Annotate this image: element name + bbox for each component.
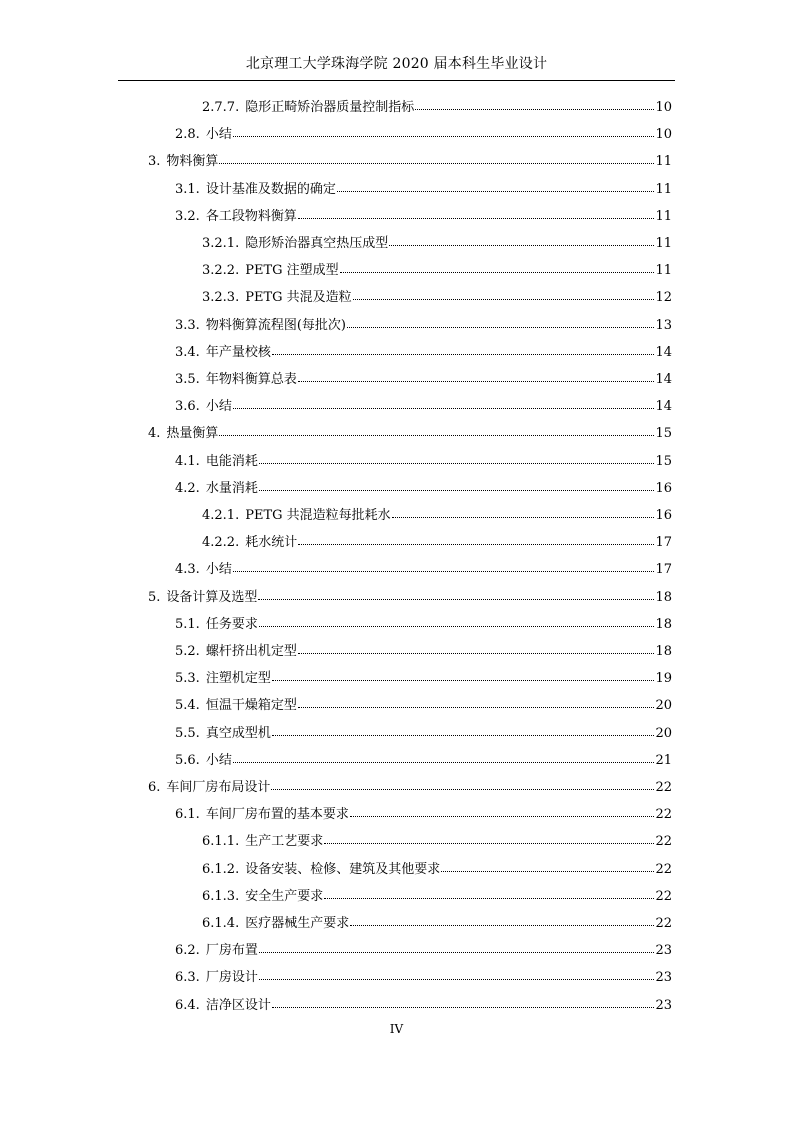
toc-entry-page: 11 xyxy=(655,154,672,170)
toc-entry-number: 5.1. xyxy=(175,616,200,632)
page-number: IV xyxy=(389,1022,404,1036)
toc-entry-number: 3.4. xyxy=(175,344,200,360)
toc-entry[interactable] xyxy=(175,966,672,986)
toc-dot-leader xyxy=(272,721,655,736)
toc-entry[interactable] xyxy=(175,613,672,633)
toc-entry[interactable] xyxy=(175,939,672,959)
toc-entry-title: 年产量校核 xyxy=(205,344,271,360)
toc-entry-title: 任务要求 xyxy=(205,616,258,632)
toc-dot-leader xyxy=(389,231,654,246)
toc-entry-page: 11 xyxy=(655,208,672,224)
toc-dot-leader xyxy=(350,802,655,817)
toc-entry-number: 4.2.2. xyxy=(202,535,240,551)
toc-entry-number: 4.3. xyxy=(175,562,200,578)
toc-dot-leader xyxy=(219,149,654,164)
toc-entry[interactable] xyxy=(175,694,672,714)
toc-entry[interactable] xyxy=(148,776,672,796)
toc-entry-number: 5.2. xyxy=(175,644,200,659)
toc-entry-number: 3.6. xyxy=(175,399,200,415)
toc-entry-page: 22 xyxy=(655,888,672,904)
toc-dot-leader xyxy=(219,421,654,436)
toc-entry-page: 13 xyxy=(655,317,672,333)
toc-entry-title: 生产工艺要求 xyxy=(245,834,324,850)
toc-entry[interactable] xyxy=(202,830,672,850)
toc-dot-leader xyxy=(259,938,655,953)
toc-entry-page: 14 xyxy=(655,372,672,387)
toc-entry[interactable] xyxy=(202,885,672,905)
toc-entry-title: PETG 共混及造粒 xyxy=(245,290,352,306)
toc-dot-leader xyxy=(259,449,655,464)
toc-dot-leader xyxy=(350,911,654,926)
toc-entry-number: 2.7.7. xyxy=(202,100,240,115)
toc-entry-page: 11 xyxy=(655,181,672,197)
toc-entry-page: 10 xyxy=(655,100,672,115)
toc-dot-leader xyxy=(324,829,654,844)
toc-entry-number: 6.1.3. xyxy=(202,888,240,904)
toc-dot-leader xyxy=(259,612,655,627)
toc-entry-number: 4.2. xyxy=(175,480,200,496)
toc-dot-leader xyxy=(353,285,655,300)
toc-entry-number: 5.5. xyxy=(175,725,200,741)
toc-dot-leader xyxy=(271,775,654,790)
toc-entry[interactable] xyxy=(175,123,672,143)
toc-entry[interactable] xyxy=(175,749,672,769)
toc-entry-page: 23 xyxy=(655,970,672,986)
toc-entry-title: 安全生产要求 xyxy=(245,888,324,904)
toc-dot-leader xyxy=(347,313,654,328)
toc-dot-leader xyxy=(298,530,654,545)
toc-entry[interactable] xyxy=(202,232,672,252)
toc-entry-page: 22 xyxy=(655,807,672,823)
toc-entry-page: 22 xyxy=(655,916,672,931)
toc-entry-title: 设备计算及选型 xyxy=(166,589,258,605)
toc-entry-title: 恒温干燥箱定型 xyxy=(205,698,297,714)
toc-entry-number: 6. xyxy=(148,780,161,795)
toc-entry[interactable] xyxy=(202,286,672,306)
toc-entry-number: 4.2.1. xyxy=(202,508,240,523)
toc-entry[interactable] xyxy=(148,422,672,442)
toc-entry-title: 小结 xyxy=(205,562,232,578)
toc-entry-number: 6.2. xyxy=(175,943,200,959)
toc-entry-title: 注塑机定型 xyxy=(205,671,271,687)
toc-entry-number: 4. xyxy=(148,426,161,442)
toc-dot-leader xyxy=(298,204,655,219)
toc-dot-leader xyxy=(259,476,655,491)
toc-entry[interactable] xyxy=(202,259,672,279)
toc-entry-page: 10 xyxy=(655,127,672,143)
toc-entry-number: 5.4. xyxy=(175,698,200,714)
toc-entry-number: 4.1. xyxy=(175,453,200,469)
toc-entry-title: 小结 xyxy=(205,399,232,415)
toc-entry-title: 物料衡算 xyxy=(166,154,219,170)
toc-entry-page: 14 xyxy=(655,399,672,415)
toc-entry-page: 23 xyxy=(655,943,672,959)
toc-entry[interactable] xyxy=(175,640,672,660)
toc-entry[interactable] xyxy=(148,150,672,170)
toc-entry-title: 设备安装、检修、建筑及其他要求 xyxy=(245,861,441,877)
header-rule xyxy=(118,80,675,81)
toc-entry[interactable] xyxy=(175,803,672,823)
toc-entry-title: 物料衡算流程图(每批次) xyxy=(205,317,346,333)
toc-entry-page: 16 xyxy=(655,480,672,496)
toc-entry-number: 5. xyxy=(148,589,161,605)
toc-entry-title: 设计基准及数据的确定 xyxy=(205,181,336,197)
toc-entry[interactable] xyxy=(202,504,672,524)
toc-entry-page: 15 xyxy=(655,426,672,442)
toc-entry-title: PETG 共混造粒每批耗水 xyxy=(245,508,391,523)
toc-entry-page: 18 xyxy=(655,616,672,632)
toc-entry[interactable] xyxy=(175,994,672,1014)
toc-entry[interactable] xyxy=(175,558,672,578)
toc-entry-page: 22 xyxy=(655,861,672,877)
toc-entry[interactable] xyxy=(202,858,672,878)
toc-dot-leader xyxy=(340,258,655,273)
toc-entry-number: 3.2.1. xyxy=(202,236,240,251)
toc-dot-leader xyxy=(324,884,654,899)
toc-entry-title: 年物料衡算总表 xyxy=(205,372,297,387)
toc-dot-leader xyxy=(298,693,655,708)
toc-entry-page: 18 xyxy=(655,589,672,605)
toc-dot-leader xyxy=(272,993,655,1008)
toc-entry-page: 23 xyxy=(655,997,672,1013)
toc-entry-page: 20 xyxy=(655,698,672,714)
toc-entry-title: 医疗器械生产要求 xyxy=(245,916,350,931)
toc-entry-number: 6.1.4. xyxy=(202,916,240,931)
toc-entry-title: 隐形正畸矫治器质量控制指标 xyxy=(245,100,415,115)
toc-entry[interactable] xyxy=(175,314,672,334)
toc-entry-title: PETG 注塑成型 xyxy=(245,263,339,279)
toc-entry-page: 15 xyxy=(655,453,672,469)
toc-entry-title: 洁净区设计 xyxy=(205,997,271,1013)
toc-entry-page: 16 xyxy=(655,508,672,523)
toc-entry[interactable] xyxy=(175,667,672,687)
toc-dot-leader xyxy=(415,95,654,110)
toc-dot-leader xyxy=(441,857,654,872)
toc-entry-page: 18 xyxy=(655,644,672,659)
toc-entry-title: 各工段物料衡算 xyxy=(205,208,297,224)
toc-entry[interactable] xyxy=(175,477,672,497)
toc-entry-title: 小结 xyxy=(205,127,232,143)
toc-entry-number: 6.4. xyxy=(175,997,200,1013)
toc-entry-page: 22 xyxy=(655,780,672,795)
toc-entry-title: 螺杆挤出机定型 xyxy=(205,644,297,659)
toc-dot-leader xyxy=(272,340,655,355)
toc-entry-title: 热量衡算 xyxy=(166,426,219,442)
toc-entry-number: 3.2.2. xyxy=(202,263,240,279)
toc-entry-page: 17 xyxy=(655,535,672,551)
toc-dot-leader xyxy=(392,503,655,518)
toc-entry-title: 车间厂房布局设计 xyxy=(166,780,271,795)
toc-entry[interactable] xyxy=(175,341,672,361)
toc-entry-number: 6.3. xyxy=(175,970,200,986)
toc-entry-number: 3.2.3. xyxy=(202,290,240,306)
toc-entry[interactable] xyxy=(148,586,672,606)
toc-entry-page: 11 xyxy=(655,236,672,251)
toc-entry-title: 小结 xyxy=(205,752,232,768)
toc-entry-page: 20 xyxy=(655,725,672,741)
page-header: 北京理工大学珠海学院 2020 届本科生毕业设计 xyxy=(245,56,548,72)
toc-entry-page: 22 xyxy=(655,834,672,850)
toc-entry[interactable] xyxy=(202,912,672,932)
toc-entry-page: 17 xyxy=(655,562,672,578)
toc-dot-leader xyxy=(298,367,655,382)
toc-entry-number: 3.2. xyxy=(175,208,200,224)
toc-entry-title: 真空成型机 xyxy=(205,725,271,741)
toc-entry[interactable] xyxy=(175,368,672,388)
toc-entry-title: 厂房布置 xyxy=(205,943,258,959)
toc-dot-leader xyxy=(233,122,655,137)
toc-entry[interactable] xyxy=(202,96,672,116)
toc-dot-leader xyxy=(298,639,655,654)
toc-entry-title: 厂房设计 xyxy=(205,970,258,986)
toc-dot-leader xyxy=(233,557,655,572)
toc-entry-title: 电能消耗 xyxy=(205,453,258,469)
toc-entry-number: 2.8. xyxy=(175,127,200,143)
toc-entry[interactable] xyxy=(202,531,672,551)
toc-entry-number: 3.5. xyxy=(175,372,200,387)
toc-entry[interactable] xyxy=(175,395,672,415)
toc-dot-leader xyxy=(233,394,655,409)
toc-entry[interactable] xyxy=(175,722,672,742)
toc-entry-page: 12 xyxy=(655,290,672,306)
toc-entry-number: 5.3. xyxy=(175,671,200,687)
toc-entry[interactable] xyxy=(175,450,672,470)
toc-dot-leader xyxy=(259,965,655,980)
toc-entry[interactable] xyxy=(175,205,672,225)
toc-entry-number: 5.6. xyxy=(175,752,200,768)
toc-entry-number: 6.1.1. xyxy=(202,834,240,850)
toc-dot-leader xyxy=(272,666,655,681)
toc-entry-number: 6.1.2. xyxy=(202,861,240,877)
toc-entry-page: 19 xyxy=(655,671,672,687)
toc-entry-number: 3. xyxy=(148,154,161,170)
toc-entry-page: 14 xyxy=(655,344,672,360)
toc-entry-title: 耗水统计 xyxy=(245,535,298,551)
toc-entry-title: 隐形矫治器真空热压成型 xyxy=(245,236,389,251)
toc-entry-page: 11 xyxy=(655,263,672,279)
toc-entry-page: 21 xyxy=(655,752,672,768)
toc-entry-number: 3.3. xyxy=(175,317,200,333)
toc-entry-number: 6.1. xyxy=(175,807,200,823)
toc-entry-title: 车间厂房布置的基本要求 xyxy=(205,807,349,823)
toc-dot-leader xyxy=(233,748,655,763)
toc-entry-title: 水量消耗 xyxy=(205,480,258,496)
toc-dot-leader xyxy=(258,585,654,600)
toc-entry[interactable] xyxy=(175,178,672,198)
toc-entry-number: 3.1. xyxy=(175,181,200,197)
toc-dot-leader xyxy=(337,177,655,192)
